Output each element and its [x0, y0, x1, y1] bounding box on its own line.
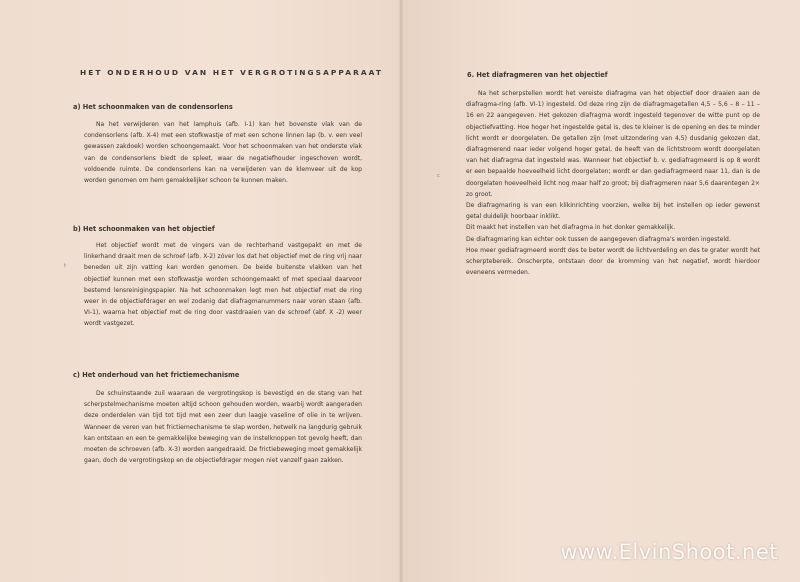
- section-body-diafragmeren: [466, 88, 760, 278]
- right-page: [400, 0, 800, 582]
- section-body-condensorlens: [84, 119, 362, 186]
- section-body-frictiemechanisme: [84, 388, 362, 466]
- paragraph: Na het verwijderen van het lamphuis (afb. I-1) kan het bovenste vlak van de condensorlens (afb. X-4) met een stofkwastje of met een schone linnen lap (b. v. een veel gewassen zakdoek) worden schoongemaakt. Voor het schoonmaken van het onderste vlak van de condensorlens biedt de spleet, waar de negatiefhouder ingeschoven wordt, voldoende ruimte. De condensorlens kan na verwijderen van de klemveer uit de kop worden genomen om hem gemakkelijker schoon te kunnen maken.: [84, 121, 362, 185]
- section-heading-frictiemechanisme: c) Het onderhoud van het frictiemechanisme: [73, 371, 240, 379]
- section-heading-diafragmeren: 6. Het diafragmeren van het objectief: [467, 71, 608, 79]
- section-body-objectief: [84, 240, 362, 330]
- section-heading-condensorlens: a) Het schoonmaken van de condensorlens: [73, 103, 233, 111]
- paragraph: Hoe meer gediafragmeerd wordt des te beter wordt de lichtverdeling en des te grater wordt het scherptebereik. Onscherpte, ontstaan door de kromming van het negatief, wordt hierdoor eveneens vermeden.: [466, 246, 760, 277]
- paragraph: De diafragmaring kan echter ook tussen de aangegeven diafragma's worden ingesteld.: [466, 235, 731, 243]
- section-heading-objectief: b) Het schoonmaken van het objectief: [73, 225, 215, 233]
- page-fold: [398, 0, 404, 582]
- page-title: HET ONDERHOUD VAN HET VERGROTINGSAPPARAAT: [80, 68, 384, 77]
- paragraph: Na het scherpstellen wordt het vereiste diafragma van het objectief door draaien aan de diafragma-ring (afb. VI-1) ingesteld. Od deze ring zijn de diafragmagetallen 4,5 – 5,6 – 8 – 11 – 16 en 22 aangegeven. Het gekozen diafragma wordt ingesteld tegenover de witte punt op de objectiefvatting. Hoe hoger het ingestelde getal is, des te kleiner is de opening en des te minder licht wordt er doorgelaten. De getallen zijn (met uitzondering van 4,5) dusdanig gekozen dat, diafragmerend naar ieder volgend hoger getal, de heeft van de lichtstroom wordt doorgelaten van het diafragma dat ingesteld was. Wanneer het objectief b. v. gediafragmeerd is op 8 wordt er een bepaalde hoeveelheid licht doorgelaten; wordt er dan gediafragmeerd naar 11, dan is de doorgelaten hoeveelheid licht nog maar half zo groot; bij diafragmeren naar 5,6 daarentegen 2× zo groot.: [466, 90, 760, 198]
- paragraph: Dit maakt het instellen van het diafragma in het donker gemakkelijk.: [466, 224, 676, 232]
- paragraph: De diafragmaring is van een klikinrichting voorzien, welke bij het instellen op ieder gewenst getal duidelijk hoorbaar inklikt.: [466, 202, 760, 221]
- paragraph: De schuinstaande zuil waaraan de vergrotingskop is bevestigd en de stang van het scherpstelmechanisme moeten altijd schoon gehouden worden, waarbij wordt aangeraden deze onderdelen van tijd tot tijd met een zeer dun laagje vaseline of olie in te wrijven. Wanneer de veren van het frictiemechanisme te slap worden, hetwelk na langdurig gebruik kan ontstaan en een te gemakkelijke beweging van de instelknoppen tot gevolg heeft, dan moeten de schroeven (afb. X-3) worden aangedraaid. De frictiebeweging moet gemakkelijk gaan, doch de vergrotingskop en de objectiefdrager mogen niet vanzelf gaan zakken.: [84, 390, 362, 465]
- watermark: www.ElvinShoot.net: [560, 540, 778, 564]
- paragraph: Het objectief wordt met de vingers van de rechterhand vastgepakt en met de linkerhand draait men de schroef (afb. X-2) zóver los dat het objectief met de ring vrij naar beneden uit zijn vatting kan worden genomen. De beide buitenste vlakken van het objectief kunnen met een stofkwastje worden schoongemaakt of met speciaal daarvoor bestemd lensreinigingspapier. Na het schoonmaken legt men het objectief met de ring weer in de objectiefdrager en wel zodanig dat diafragmanummers naar voren staan (afb. VI-1), waarna het objectief met de ring door vastdraaien van de schroef (abf. X -2) weer wordt vastgezet.: [84, 242, 362, 328]
- stray-mark: t: [64, 263, 66, 269]
- stray-mark: c: [437, 173, 440, 179]
